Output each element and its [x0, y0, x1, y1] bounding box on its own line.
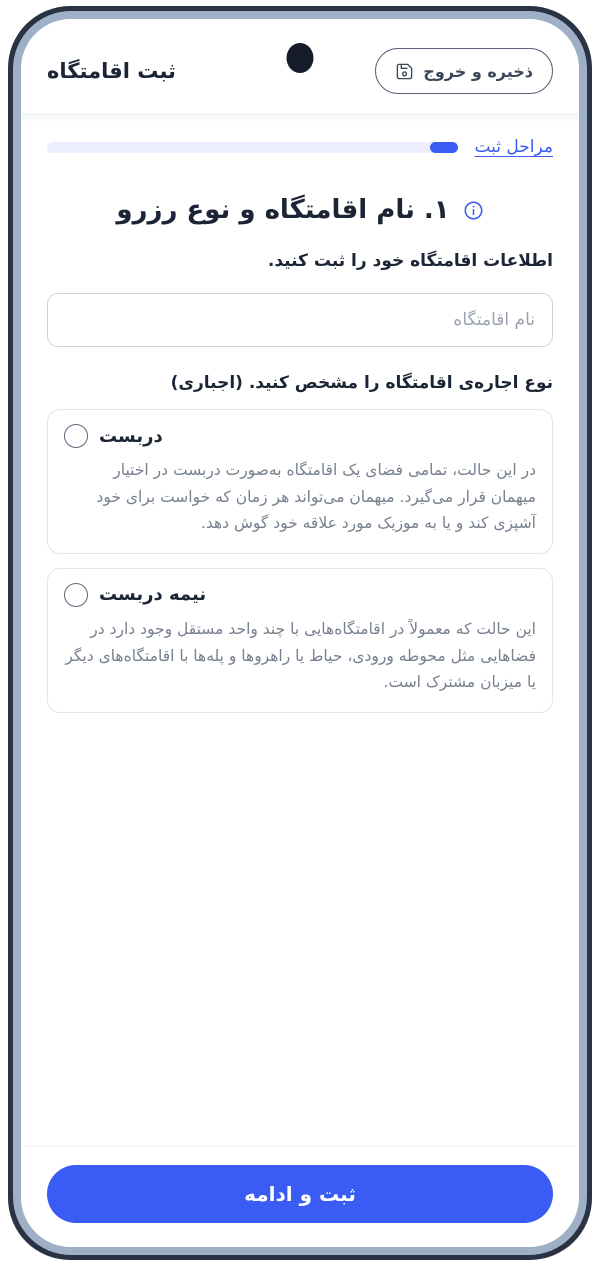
rent-type-label: نوع اجاره‌ی اقامتگاه را مشخص کنید. (اجباری) — [170, 373, 553, 393]
rent-type-option-label: نیمه دربست — [99, 584, 207, 606]
page-title: ثبت اقامتگاه — [47, 59, 176, 83]
radio-button-icon[interactable] — [64, 424, 88, 448]
save-and-exit-button[interactable] — [375, 48, 553, 94]
section-title-text: ۱. نام اقامتگاه و نوع رزرو — [116, 195, 450, 225]
rent-type-option-label: دربست — [99, 425, 163, 447]
rent-type-option-header — [64, 583, 536, 607]
phone-frame — [8, 6, 592, 1260]
rent-type-option-description: در این حالت، تمامی فضای یک اقامتگاه به‌صورت دربست در اختیار میهمان قرار می‌گیرد. میهمان می‌تواند هر زمان که خواست برای خود آشپزی کند و یا به موزیک مورد علاقه خود گوش دهد. — [96, 461, 536, 533]
info-circle-icon[interactable] — [463, 200, 484, 221]
footer-bar — [21, 1146, 579, 1247]
floppy-disk-save-icon — [395, 62, 414, 81]
submit-and-continue-button[interactable]: ثبت و ادامه — [47, 1165, 553, 1223]
section-subtitle: اطلاعات اقامتگاه خود را ثبت کنید. — [267, 251, 553, 271]
registration-steps-link[interactable]: مراحل ثبت — [474, 137, 553, 157]
radio-button-icon[interactable] — [64, 583, 88, 607]
front-camera-icon — [287, 43, 314, 73]
phone-screen — [21, 19, 579, 1247]
accommodation-name-input[interactable] — [47, 293, 553, 347]
rent-type-option-description: این حالت که معمولاً در اقامتگاه‌هایی با چند واحد مستقل وجود دارد در فضاهایی مثل محوطه ورودی، حیاط یا راهروها و پله‌ها با اقامتگاه‌های دیگر یا میزبان مشترک است. — [65, 619, 536, 692]
rent-type-option-darbast[interactable] — [47, 409, 553, 554]
rent-type-option-nime-darbast[interactable] — [47, 568, 553, 713]
progress-bar-fill — [430, 142, 459, 153]
progress-bar-track — [47, 142, 458, 153]
save-and-exit-label: ذخیره و خروج — [423, 61, 533, 81]
form-content — [21, 173, 579, 1146]
section-title — [47, 195, 553, 225]
registration-steps-row — [21, 123, 579, 173]
phone-bezel — [13, 11, 587, 1255]
rent-type-option-header — [64, 424, 536, 448]
